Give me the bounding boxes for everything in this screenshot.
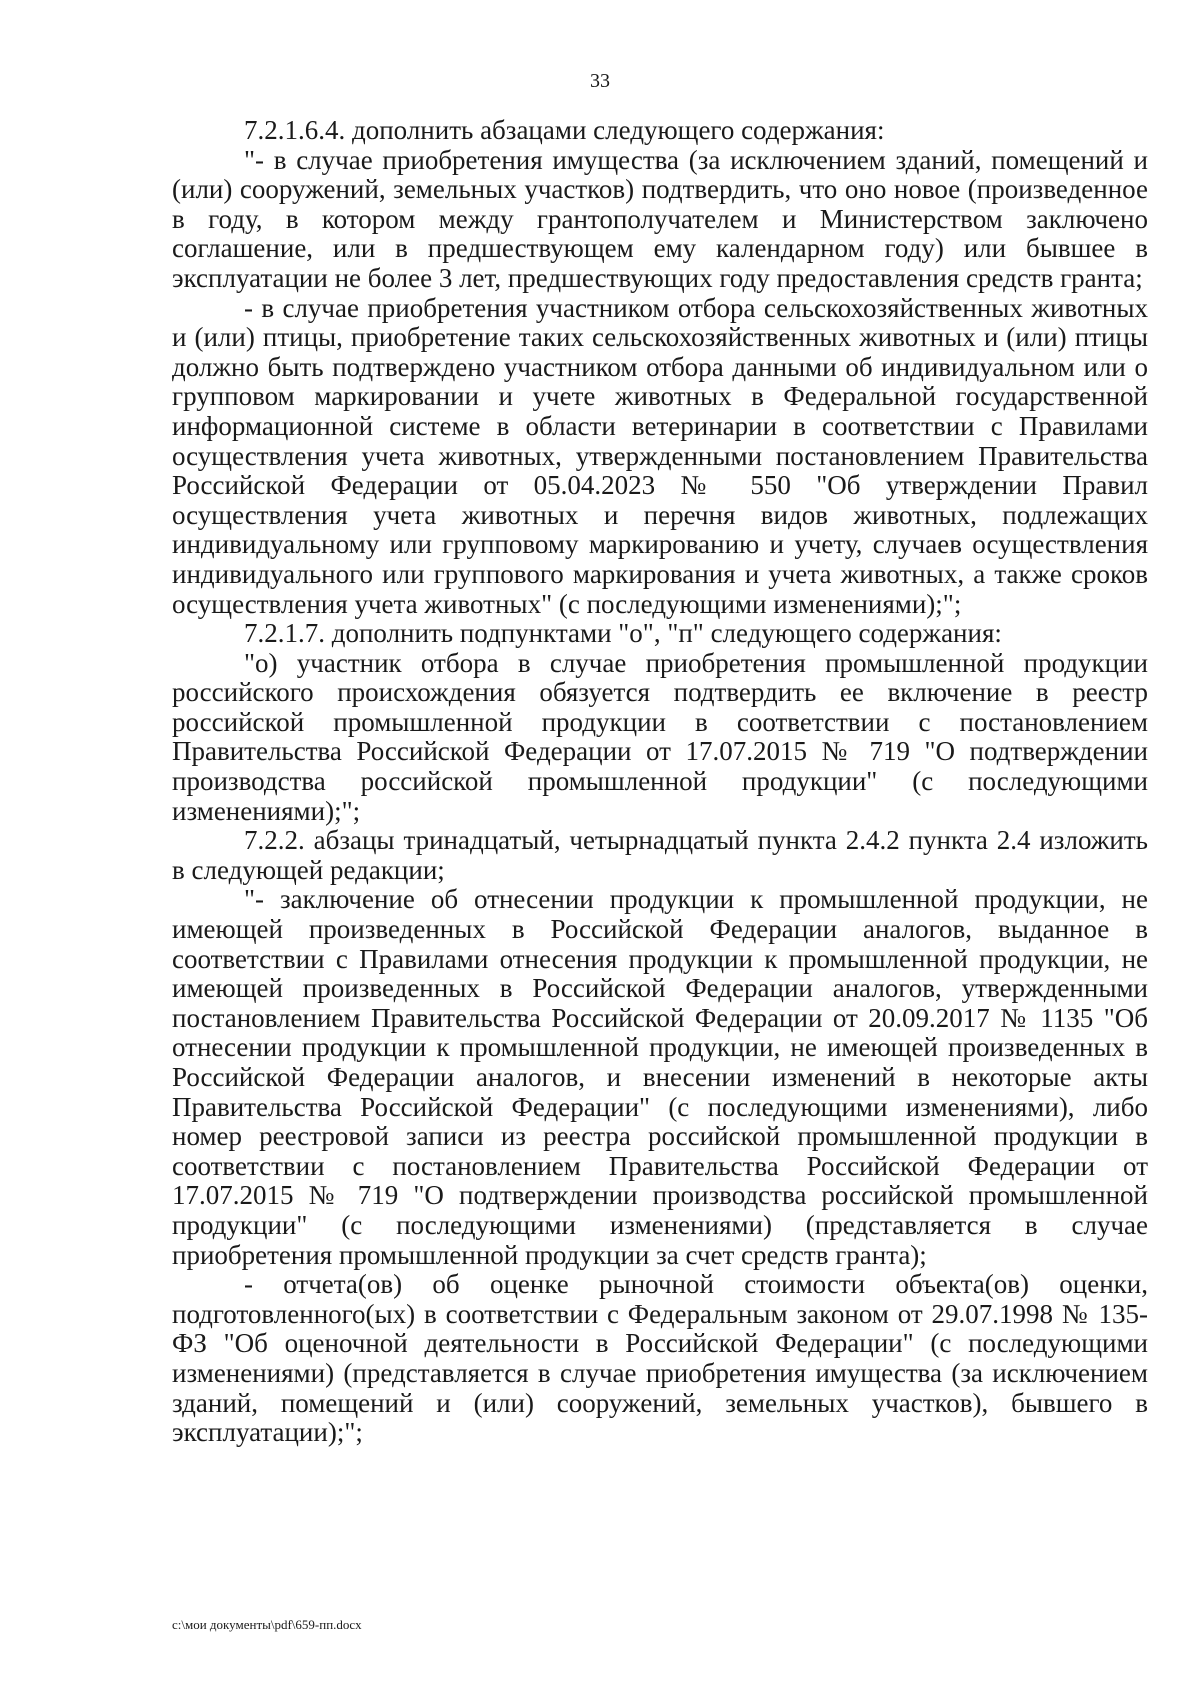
paragraph-7-2-1-7: 7.2.1.7. дополнить подпунктами "о", "п" следующего содержания:: [244, 618, 1002, 649]
paragraph-subpoint-o: "о) участник отбора в случае приобретения промышленной продукции российского происхождения обязуется подтвердить ее включение в реестр российской промышленной продукции в соответствии с постановлением Правительства Российской Федерации от 17.07.2015 № 719 "О подтверждении производства российской промышленной продукции" (с последующими изменениями);";: [172, 647, 1148, 826]
paragraph-valuation-report: - отчета(ов) об оценке рыночной стоимости объекта(ов) оценки, подготовленного(ых) в соответствии с Федеральным законом от 29.07.1998 № 135-ФЗ "Об оценочной деятельности в Российской Федерации" (с последующими изменениями) (представляется в случае приобретения имущества (за исключением зданий, помещений и (или) сооружений, земельных участков), бывшего в эксплуатации);";: [172, 1269, 1148, 1448]
paragraph-property-new-or-used: "- в случае приобретения имущества (за исключением зданий, помещений и (или) сооружений, земельных участков) подтвердить, что оно новое (произведенное в году, в котором между грантополучателем и Министерством заключено соглашение, или в предшествующем ему календарном году) или бывшее в эксплуатации не более 3 лет, предшествующих году предоставления средств гранта;: [172, 144, 1148, 293]
page-number: 33: [590, 70, 610, 92]
paragraph-7-2-2: 7.2.2. абзацы тринадцатый, четырнадцатый пункта 2.4.2 пункта 2.4 изложить в следующей редакции;: [172, 825, 1148, 885]
paragraph-animals-marking: - в случае приобретения участником отбора сельскохозяйственных животных и (или) птицы, приобретение таких сельскохозяйственных животных и (или) птицы должно быть подтверждено участником отбора данными об индивидуальном или о групповом маркировании и учете животных в Федеральной государственной информационной системе в области ветеринарии в соответствии с Правилами осуществления учета животных, утвержденными постановлением Правительства Российской Федерации от 05.04.2023 № 550 "Об утверждении Правил осуществления учета животных и перечня видов животных, подлежащих индивидуальному или групповому маркированию и учету, случаев осуществления индивидуального или группового маркирования и учета животных, а также сроков осуществления учета животных" (с последующими изменениями);";: [172, 292, 1148, 619]
document-body: [172, 116, 1148, 1448]
paragraph-7-2-1-6-4: 7.2.1.6.4. дополнить абзацами следующего содержания:: [244, 115, 885, 145]
paragraph-conclusion-no-analogues: "- заключение об отнесении продукции к промышленной продукции, не имеющей произведенных в Российской Федерации аналогов, выданное в соответствии с Правилами отнесения продукции к промышленной продукции, не имеющей произведенных в Российской Федерации аналогов, утвержденными постановлением Правительства Российской Федерации от 20.09.2017 № 1135 "Об отнесении продукции к промышленной продукции, не имеющей произведенных в Российской Федерации аналогов, и внесении изменений в некоторые акты Правительства Российской Федерации" (с последующими изменениями), либо номер реестровой записи из реестра российской промышленной продукции в соответствии с постановлением Правительства Российской Федерации от 17.07.2015 № 719 "О подтверждении производства российской промышленной продукции" (с последующими изменениями) (представляется в случае приобретения промышленной продукции за счет средств гранта);: [172, 884, 1148, 1270]
footer-file-path: c:\мои документы\pdf\659-пп.docx: [172, 1617, 362, 1632]
